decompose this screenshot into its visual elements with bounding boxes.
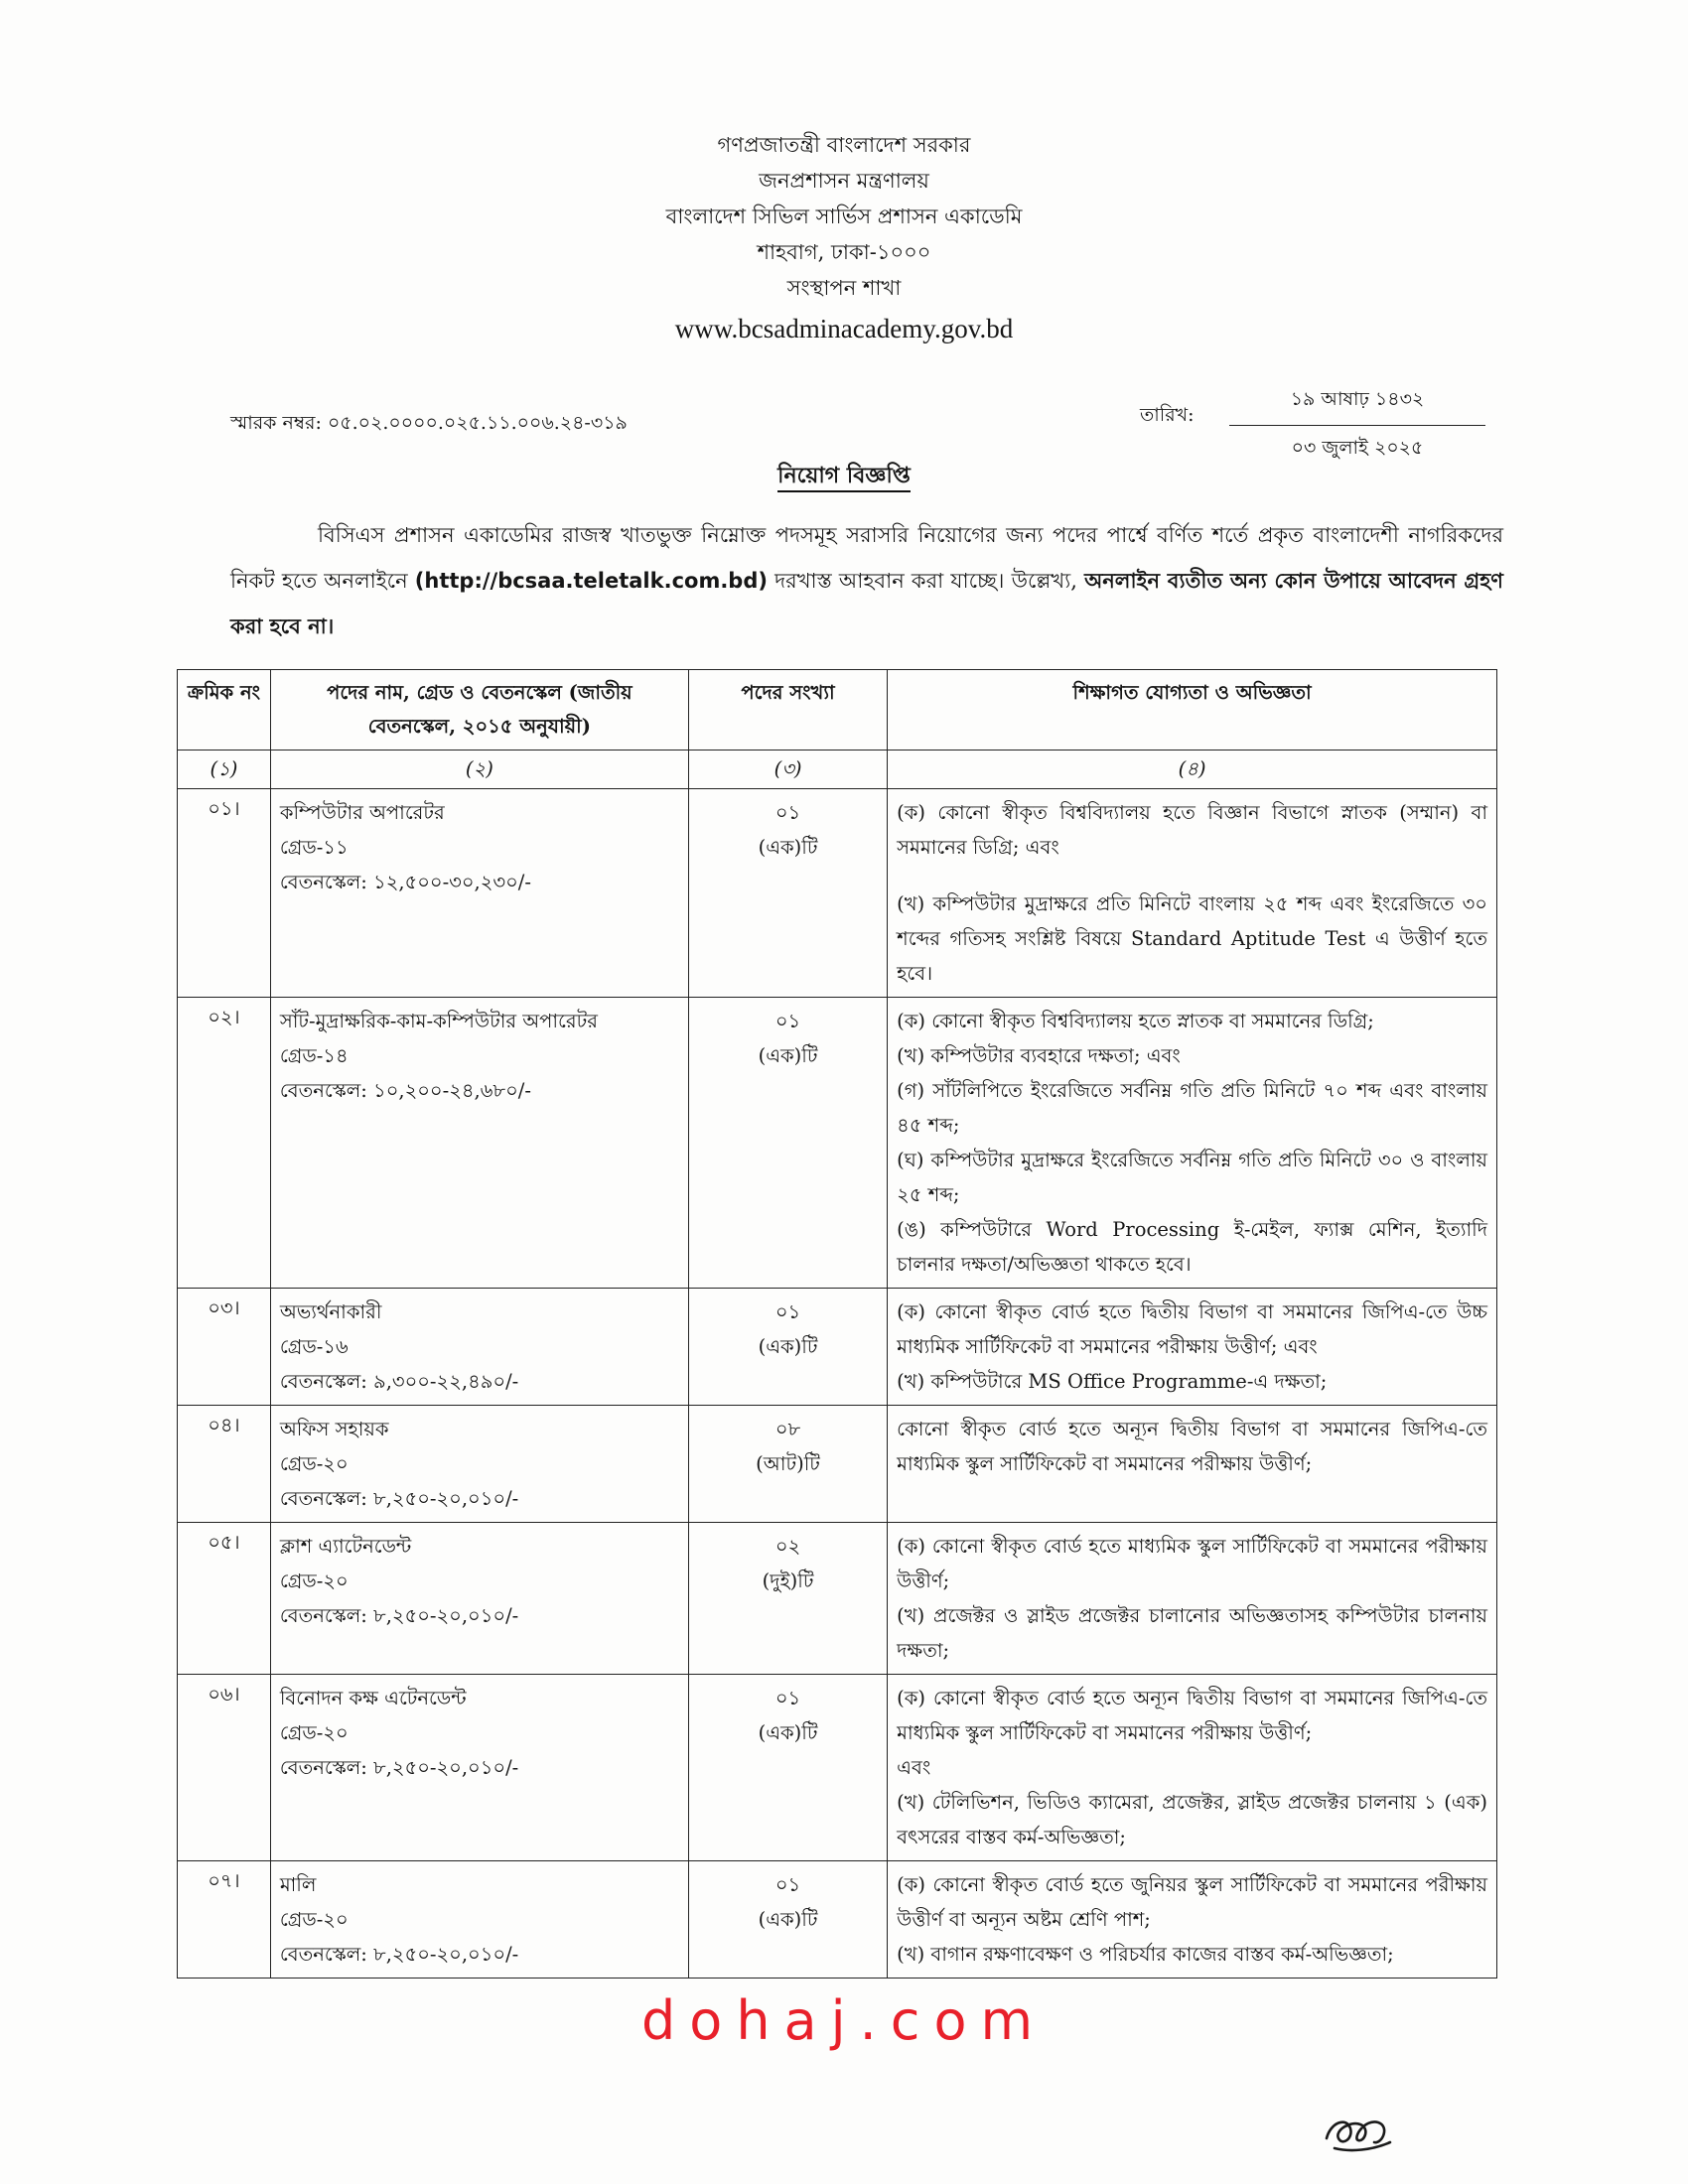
table-row bbox=[178, 1675, 1497, 1861]
post-payscale: বেতনস্কেল: ৯,৩০০-২২,৪৯০/- bbox=[279, 1370, 519, 1393]
date-label: তারিখ: bbox=[1140, 404, 1195, 426]
row-serial: ০৫। bbox=[178, 1523, 271, 1675]
row-qualification bbox=[888, 1289, 1497, 1406]
table-row bbox=[178, 789, 1497, 998]
post-count-words: (এক)টি bbox=[758, 1721, 818, 1744]
post-name: বিনোদন কক্ষ এটেনডেন্ট bbox=[279, 1687, 467, 1709]
post-grade: গ্রেড-১৪ bbox=[279, 1044, 349, 1067]
row-serial: ০১। bbox=[178, 789, 271, 998]
row-post bbox=[270, 1861, 688, 1979]
intro-paragraph bbox=[230, 512, 1503, 649]
table-row bbox=[178, 1289, 1497, 1406]
website-link[interactable]: www.bcsadminacademy.gov.bd bbox=[674, 314, 1014, 343]
post-payscale: বেতনস্কেল: ১০,২০০-২৪,৬৮০/- bbox=[279, 1079, 531, 1102]
row-count bbox=[688, 789, 887, 998]
qualification-item: (ঙ) কম্পিউটারে Word Processing ই-মেইল, ফ্যাক্স মেশিন, ইত্যাদি চালনার দক্ষতা/অভিজ্ঞতা থাকতে হবে। bbox=[897, 1218, 1487, 1276]
table-body bbox=[178, 789, 1497, 1979]
notice-title-text: নিয়োগ বিজ্ঞপ্তি bbox=[777, 463, 911, 492]
intro-text-1: বিসিএস প্রশাসন একাডেমির রাজস্ব খাতভুক্ত নিম্নোক্ত পদসমূহ সরাসরি নিয়োগের জন্য পদের পার্শ্বে বর্ণিত শর্তে প্রকৃত বাংলাদেশী নাগরিকদের নিকট হতে অনলাইনে bbox=[230, 523, 1503, 593]
post-count-number: ০১ bbox=[774, 1873, 801, 1896]
row-serial: ০৩। bbox=[178, 1289, 271, 1406]
post-count-words: (এক)টি bbox=[758, 1044, 818, 1067]
post-name: অফিস সহায়ক bbox=[279, 1418, 389, 1440]
row-count bbox=[688, 998, 887, 1289]
qualification-item: কোনো স্বীকৃত বোর্ড হতে অন্যূন দ্বিতীয় বিভাগ বা সমমানের জিপিএ-তে মাধ্যমিক স্কুল সার্টিফিকেট বা সমমানের পরীক্ষায় উত্তীর্ণ; bbox=[897, 1418, 1487, 1475]
qualification-item: (গ) সাঁটলিপিতে ইংরেজিতে সর্বনিম্ন গতি প্রতি মিনিটে ৭০ শব্দ এবং বাংলায় ৪৫ শব্দ; bbox=[897, 1079, 1487, 1137]
post-count-words: (এক)টি bbox=[758, 836, 818, 859]
spacer bbox=[897, 865, 1487, 887]
post-count-number: ০১ bbox=[774, 801, 801, 824]
row-qualification bbox=[888, 998, 1497, 1289]
row-qualification bbox=[888, 1523, 1497, 1675]
colnum-2: (২) bbox=[270, 751, 688, 789]
row-qualification bbox=[888, 1675, 1497, 1861]
post-payscale: বেতনস্কেল: ৮,২৫০-২০,০১০/- bbox=[279, 1604, 519, 1627]
header-count: পদের সংখ্যা bbox=[688, 670, 887, 751]
post-count-words: (এক)টি bbox=[758, 1908, 818, 1931]
memo-number: স্মারক নম্বর: ০৫.০২.০০০০.০২৫.১১.০০৬.২৪-৩১৯ bbox=[230, 412, 628, 434]
post-count-number: ০১ bbox=[774, 1687, 801, 1709]
qualification-item: (খ) কম্পিউটার মুদ্রাক্ষরে প্রতি মিনিটে বাংলায় ২৫ শব্দ এবং ইংরেজিতে ৩০ শব্দের গতিসহ সংশ্লিষ্ট বিষয়ে Standard Aptitude Test এ উত্তীর্ণ হতে হবে। bbox=[897, 892, 1487, 985]
post-grade: গ্রেড-২০ bbox=[279, 1721, 349, 1744]
application-link[interactable]: (http://bcsaa.teletalk.com.bd) bbox=[414, 569, 768, 593]
row-count bbox=[688, 1861, 887, 1979]
table-header-row bbox=[178, 670, 1497, 751]
row-post bbox=[270, 1289, 688, 1406]
address: শাহবাগ, ঢাকা-১০০০ bbox=[757, 240, 931, 264]
header-post: পদের নাম, গ্রেড ও বেতনস্কেল (জাতীয় বেতনস্কেল, ২০১৫ অনুযায়ী) bbox=[270, 670, 688, 751]
row-count bbox=[688, 1289, 887, 1406]
row-qualification bbox=[888, 1406, 1497, 1523]
intro-text-2: দরখাস্ত আহবান করা যাচ্ছে। উল্লেখ্য, bbox=[767, 569, 1085, 593]
qualification-item: (ক) কোনো স্বীকৃত বিশ্ববিদ্যালয় হতে স্নাতক বা সমমানের ডিগ্রি; bbox=[897, 1010, 1374, 1032]
post-count-words: (দুই)টি bbox=[762, 1570, 814, 1592]
qualification-item: (খ) কম্পিউটার ব্যবহারে দক্ষতা; এবং bbox=[897, 1044, 1181, 1067]
letterhead bbox=[0, 127, 1688, 351]
post-count-number: ০১ bbox=[774, 1010, 801, 1032]
row-post bbox=[270, 998, 688, 1289]
qualification-item: (খ) বাগান রক্ষণাবেক্ষণ ও পরিচর্যার কাজের বাস্তব কর্ম-অভিজ্ঞতা; bbox=[897, 1943, 1394, 1966]
qualification-item: (খ) প্রজেক্টর ও স্লাইড প্রজেক্টর চালানোর অভিজ্ঞতাসহ কম্পিউটার চালনায় দক্ষতা; bbox=[897, 1604, 1487, 1662]
row-post bbox=[270, 1675, 688, 1861]
branch-name: সংস্থাপন শাখা bbox=[786, 276, 902, 300]
post-count-words: (এক)টি bbox=[758, 1335, 818, 1358]
row-serial: ০৪। bbox=[178, 1406, 271, 1523]
post-name: কম্পিউটার অপারেটর bbox=[279, 801, 445, 824]
qualification-item: এবং bbox=[897, 1756, 931, 1779]
table-row bbox=[178, 1861, 1497, 1979]
date-english: ০৩ জুলাই ২০২৫ bbox=[1291, 437, 1424, 459]
post-grade: গ্রেড-১৬ bbox=[279, 1335, 349, 1358]
table-row bbox=[178, 1523, 1497, 1675]
post-count-number: ০১ bbox=[774, 1300, 801, 1323]
row-qualification bbox=[888, 789, 1497, 998]
post-payscale: বেতনস্কেল: ৮,২৫০-২০,০১০/- bbox=[279, 1943, 519, 1966]
colnum-1: (১) bbox=[178, 751, 271, 789]
post-grade: গ্রেড-২০ bbox=[279, 1908, 349, 1931]
row-serial: ০৭। bbox=[178, 1861, 271, 1979]
watermark: dohaj.com bbox=[641, 1989, 1048, 2052]
colnum-3: (৩) bbox=[688, 751, 887, 789]
post-grade: গ্রেড-২০ bbox=[279, 1570, 349, 1592]
post-count-number: ০২ bbox=[774, 1535, 801, 1558]
qualification-item: (ক) কোনো স্বীকৃত বোর্ড হতে জুনিয়র স্কুল সার্টিফিকেট বা সমমানের পরীক্ষায় উত্তীর্ণ বা অন্যূন অষ্টম শ্রেণি পাশ; bbox=[897, 1873, 1487, 1931]
header-serial: ক্রমিক নং bbox=[178, 670, 271, 751]
table-row bbox=[178, 1406, 1497, 1523]
row-post bbox=[270, 789, 688, 998]
post-grade: গ্রেড-২০ bbox=[279, 1452, 349, 1475]
qualification-item: (ক) কোনো স্বীকৃত বোর্ড হতে দ্বিতীয় বিভাগ বা সমমানের জিপিএ-তে উচ্চ মাধ্যমিক সার্টিফিকেট বা সমমানের পরীক্ষায় উত্তীর্ণ; এবং bbox=[897, 1300, 1487, 1358]
qualification-item: (খ) টেলিভিশন, ভিডিও ক্যামেরা, প্রজেক্টর, স্লাইড প্রজেক্টর চালনায় ১ (এক) বৎসরের বাস্তব কর্ম-অভিজ্ঞতা; bbox=[897, 1791, 1487, 1848]
post-name: মালি bbox=[279, 1873, 317, 1896]
column-number-row bbox=[178, 751, 1497, 789]
colnum-4: (৪) bbox=[888, 751, 1497, 789]
post-name: অভ্যর্থনাকারী bbox=[279, 1300, 382, 1323]
date-block bbox=[1229, 385, 1485, 466]
qualification-item: (ক) কোনো স্বীকৃত বোর্ড হতে মাধ্যমিক স্কুল সার্টিফিকেট বা সমমানের পরীক্ষায় উত্তীর্ণ; bbox=[897, 1535, 1487, 1592]
header-qualification: শিক্ষাগত যোগ্যতা ও অভিজ্ঞতা bbox=[888, 670, 1497, 751]
signature-mark bbox=[1321, 2103, 1396, 2156]
post-count-words: (আট)টি bbox=[756, 1452, 820, 1475]
online-only-note: অনলাইন ব্যতীত অন্য কোন উপায়ে আবেদন গ্রহণ করা হবে না। bbox=[230, 569, 1503, 638]
qualification-item: (খ) কম্পিউটারে MS Office Programme-এ দক্ষতা; bbox=[897, 1370, 1328, 1393]
row-serial: ০৬। bbox=[178, 1675, 271, 1861]
vacancy-table bbox=[177, 669, 1497, 1979]
row-post bbox=[270, 1523, 688, 1675]
academy-name: বাংলাদেশ সিভিল সার্ভিস প্রশাসন একাডেমি bbox=[665, 205, 1023, 228]
post-name: ক্লাশ এ্যাটেনডেন্ট bbox=[279, 1535, 412, 1558]
post-payscale: বেতনস্কেল: ৮,২৫০-২০,০১০/- bbox=[279, 1487, 519, 1510]
post-count-number: ০৮ bbox=[774, 1418, 801, 1440]
row-count bbox=[688, 1523, 887, 1675]
row-qualification bbox=[888, 1861, 1497, 1979]
post-grade: গ্রেড-১১ bbox=[279, 836, 349, 859]
qualification-item: (ক) কোনো স্বীকৃত বিশ্ববিদ্যালয় হতে বিজ্ঞান বিভাগে স্নাতক (সম্মান) বা সমমানের ডিগ্রি; এবং bbox=[897, 801, 1487, 859]
table-row bbox=[178, 998, 1497, 1289]
post-payscale: বেতনস্কেল: ১২,৫০০-৩০,২৩০/- bbox=[279, 871, 531, 893]
post-payscale: বেতনস্কেল: ৮,২৫০-২০,০১০/- bbox=[279, 1756, 519, 1779]
qualification-item: (ঘ) কম্পিউটার মুদ্রাক্ষরে ইংরেজিতে সর্বনিম্ন গতি প্রতি মিনিটে ৩০ ও বাংলায় ২৫ শব্দ; bbox=[897, 1149, 1487, 1206]
qualification-item: (ক) কোনো স্বীকৃত বোর্ড হতে অন্যূন দ্বিতীয় বিভাগ বা সমমানের জিপিএ-তে মাধ্যমিক স্কুল সার্টিফিকেট বা সমমানের পরীক্ষায় উত্তীর্ণ; bbox=[897, 1687, 1487, 1744]
date-bangla: ১৯ আষাঢ় ১৪৩২ bbox=[1229, 385, 1485, 426]
govt-name: গণপ্রজাতন্ত্রী বাংলাদেশ সরকার bbox=[717, 133, 971, 157]
ministry-name: জনপ্রশাসন মন্ত্রণালয় bbox=[759, 169, 929, 193]
notice-title bbox=[0, 459, 1688, 495]
row-count bbox=[688, 1406, 887, 1523]
row-post bbox=[270, 1406, 688, 1523]
row-count bbox=[688, 1675, 887, 1861]
post-name: সাঁট-মুদ্রাক্ষরিক-কাম-কম্পিউটার অপারেটর bbox=[279, 1010, 598, 1032]
row-serial: ০২। bbox=[178, 998, 271, 1289]
spacer bbox=[897, 1481, 1487, 1503]
